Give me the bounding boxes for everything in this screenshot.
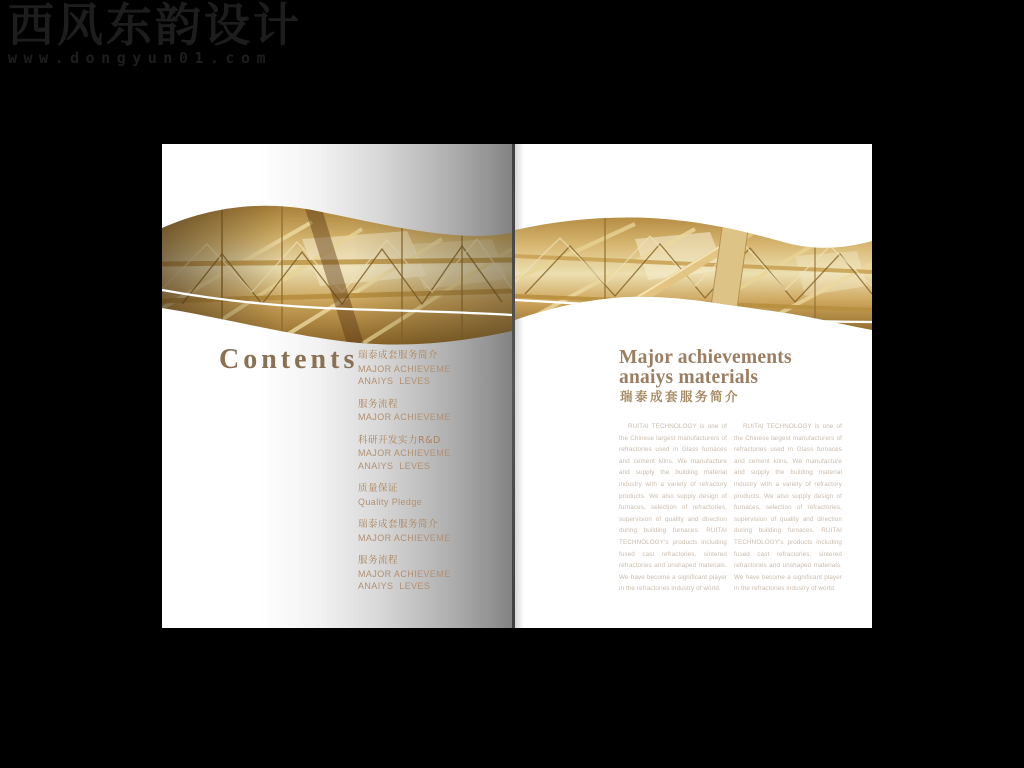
table-of-contents [358,350,451,604]
toc-item-english: MAJOR ACHIEVEME [358,532,451,543]
brochure-spread [162,144,872,628]
toc-item [358,399,451,424]
photo-band-left [162,144,512,628]
watermark [8,2,302,67]
toc-item-english: ANAIYS LEVES [358,581,431,591]
page-title-line2: anaiys materials [619,367,759,388]
toc-item [358,483,451,508]
toc-item-english: ANAIYS LEVES [358,460,431,471]
body-columns [619,421,861,595]
page-title-line1: Major achievements [619,347,792,368]
toc-item-english: MAJOR ACHIEVEME [358,448,451,458]
page-title [619,348,792,388]
toc-item [358,435,451,473]
toc-item-chinese: 服务流程 [358,398,399,410]
toc-item [358,519,451,544]
toc-item-english: Quality Pledge [358,496,423,507]
body-column-1: RUITAI TECHNOLOGY is one of the Chinese largest manufacturers of refractories used in Glass furnaces and cement kilns. We manufacture and supply the building material industry with a variety of refractory products. We also supply design of furnaces, selection of refractories, supervision of quality and direction during building furnaces. RUITAI TECHNOLOGY's products including fused cast refractories, sintered refractories and unshaped materials. We have become a significant player in the refractories industry of world. [619,423,727,593]
contents-title: Contents [219,344,359,375]
toc-item-english: ANAIYS LEVES [358,376,431,386]
body-column-2: RUITAI TECHNOLOGY is one of the Chinese largest manufacturers of refractories used in Glass furnaces and cement kilns. We manufacture and supply the building material industry with a variety of refractory products. We also supply design of furnaces, selection of refractories, supervision of quality and direction during building furnaces. RUITAI TECHNOLOGY's products including fused cast refractories, sintered refractories and unshaped materials. We have become a significant player in the refractories industry of world. [734,423,842,593]
toc-item [358,555,451,593]
toc-item-chinese: 瑞泰成套服务简介 [358,350,439,361]
toc-item-chinese: 质量保证 [358,483,399,494]
toc-item-english: MAJOR ACHIEVEME [358,568,451,579]
toc-item-english: MAJOR ACHIEVEME [358,363,451,374]
watermark-brand-text: 西风东韵设计 [8,0,302,52]
watermark-url: www.dongyun01.com [8,49,273,67]
page-subtitle-chinese: 瑞泰成套服务简介 [620,389,741,404]
toc-item-english: MAJOR ACHIEVEME [358,412,451,422]
toc-item-chinese: 科研开发实力R&D [358,434,441,446]
toc-item-chinese: 服务流程 [358,555,399,566]
left-page [162,144,512,628]
toc-item [358,350,451,388]
toc-item-chinese: 瑞泰成套服务简介 [358,519,439,530]
right-page [515,144,872,628]
